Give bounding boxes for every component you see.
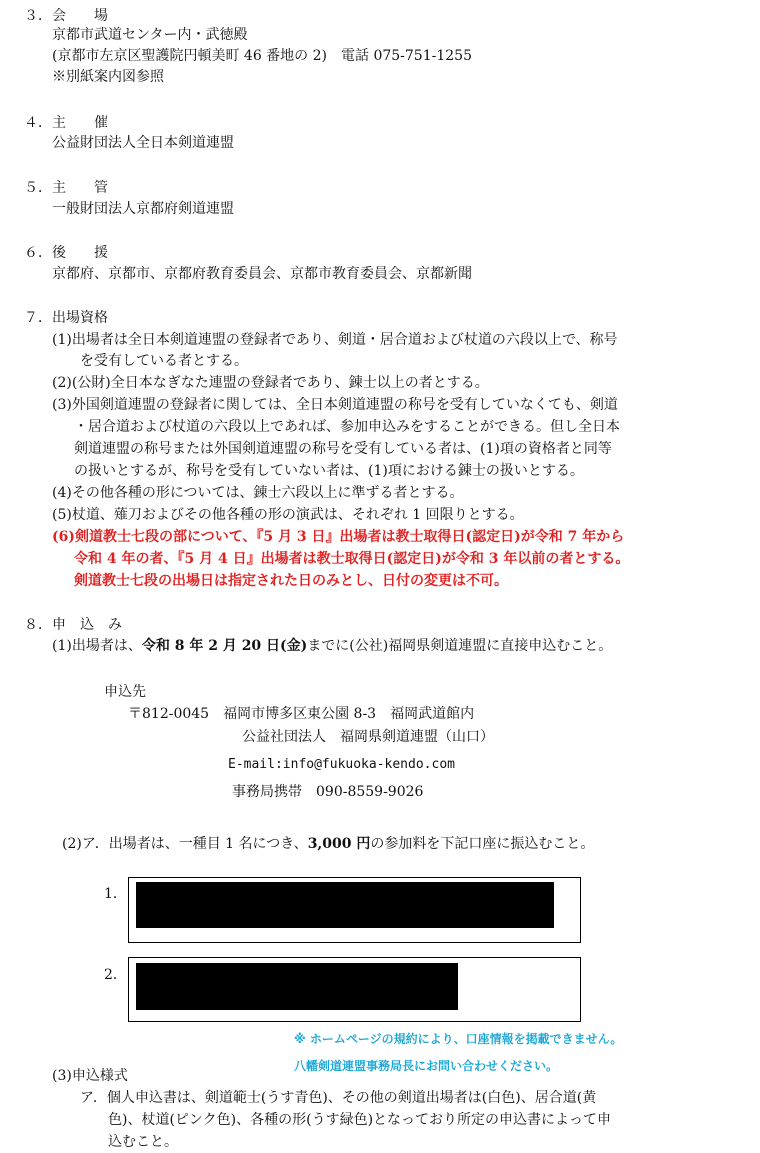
deadline-prefix: (1)出場者は、	[52, 638, 142, 654]
application-form-heading: (3)申込様式	[52, 1068, 128, 1084]
section-8-heading: ８．申 込 み	[24, 617, 122, 633]
entry-fee-line	[62, 834, 594, 854]
account-notice-line-1: ※ ホームページの規約により、口座情報を掲載できません。	[294, 1032, 623, 1046]
qualification-2: (2)(公財)全日本なぎなた連盟の登録者であり、錬士以上の者とする。	[52, 375, 489, 391]
application-deadline-line	[52, 636, 612, 656]
qualification-3-line-1: (3)外国剣道連盟の登録者に関しては、全日本剣道連盟の称号を受有していなくても、剣道	[52, 397, 618, 413]
qualification-5: (5)杖道、薙刀およびその他各種の形の演武は、それぞれ 1 回限りとする。	[52, 507, 524, 523]
application-form-line-2: 色)、杖道(ピンク色)、各種の形(うす緑色)となっており所定の申込書によって申	[108, 1112, 612, 1128]
fee-prefix: (2)ア．出場者は、一種目 1 名につき、	[62, 836, 308, 852]
section-7-heading: ７．出場資格	[24, 310, 108, 326]
section-5-heading: ５．主 管	[24, 180, 108, 196]
office-mobile: 事務局携帯 090-8559-9026	[232, 784, 424, 800]
qualification-3-line-2: ・居合道および杖道の六段以上であれば、参加申込みをすることができる。但し全日本	[74, 419, 620, 435]
fee-amount: 3,000 円	[307, 836, 371, 852]
qualification-1-line-2: を受有している者とする。	[80, 353, 248, 369]
venue-address: (京都市左京区聖護院円頓美町 46 番地の 2) 電話 075-751-1255	[52, 48, 472, 64]
account-1-redaction	[136, 882, 554, 928]
manager: 一般財団法人京都府剣道連盟	[52, 201, 234, 217]
section-3-heading: ３．会 場	[24, 8, 108, 24]
application-form-line-3: 込むこと。	[108, 1134, 178, 1150]
account-1-number: 1．	[104, 886, 127, 902]
venue-map-note: ※別紙案内図参照	[52, 69, 164, 85]
qualification-1-line-1: (1)出場者は全日本剣道連盟の登録者であり、剣道・居合道および杖道の六段以上で、称号	[52, 332, 618, 348]
section-6-heading: ６．後 援	[24, 245, 108, 261]
qualification-6-line-2: 令和 4 年の者、『5 月 4 日』出場者は教士取得日(認定日)が令和 3 年以前の者とする。	[74, 551, 630, 567]
destination-label: 申込先	[104, 684, 146, 700]
organizer: 公益財団法人全日本剣道連盟	[52, 135, 234, 151]
account-2-number: 2．	[104, 967, 127, 983]
qualification-6-line-3: 剣道教士七段の出場日は指定された日のみとし、日付の変更は不可。	[74, 573, 508, 589]
qualification-3-line-3: 剣道連盟の称号または外国剣道連盟の称号を受有している者は、(1)項の資格者と同等	[74, 441, 612, 457]
account-2-redaction	[136, 963, 458, 1010]
section-4-heading: ４．主 催	[24, 115, 108, 131]
destination-address: 〒812-0045 福岡市博多区東公園 8-3 福岡武道館内	[128, 706, 475, 722]
qualification-3-line-4: の扱いとするが、称号を受有していない者は、(1)項における錬士の扱いとする。	[74, 463, 584, 479]
qualification-6-line-1: (6)剣道教士七段の部について、『5 月 3 日』出場者は教士取得日(認定日)が令和 7 年から	[52, 529, 625, 545]
deadline-date: 令和 8 年 2 月 20 日(金)	[141, 638, 308, 654]
deadline-suffix: までに(公社)福岡県剣道連盟に直接申込むこと。	[307, 638, 613, 654]
account-notice-line-2: 八幡剣道連盟事務局長にお問い合わせください。	[294, 1059, 559, 1073]
contact-email: E-mail:info@fukuoka-kendo.com	[228, 757, 455, 772]
application-form-line-1: ア．個人申込書は、剣道範士(うす青色)、その他の剣道出場者は(白色)、居合道(黄	[80, 1090, 597, 1106]
qualification-4: (4)その他各種の形については、錬士六段以上に準ずる者とする。	[52, 485, 464, 501]
venue-name: 京都市武道センター内・武徳殿	[52, 27, 248, 43]
fee-suffix: の参加料を下記口座に振込むこと。	[370, 836, 595, 852]
destination-organization: 公益社団法人 福岡県剣道連盟（山口）	[242, 729, 494, 745]
supporters: 京都府、京都市、京都府教育委員会、京都市教育委員会、京都新聞	[52, 266, 472, 282]
